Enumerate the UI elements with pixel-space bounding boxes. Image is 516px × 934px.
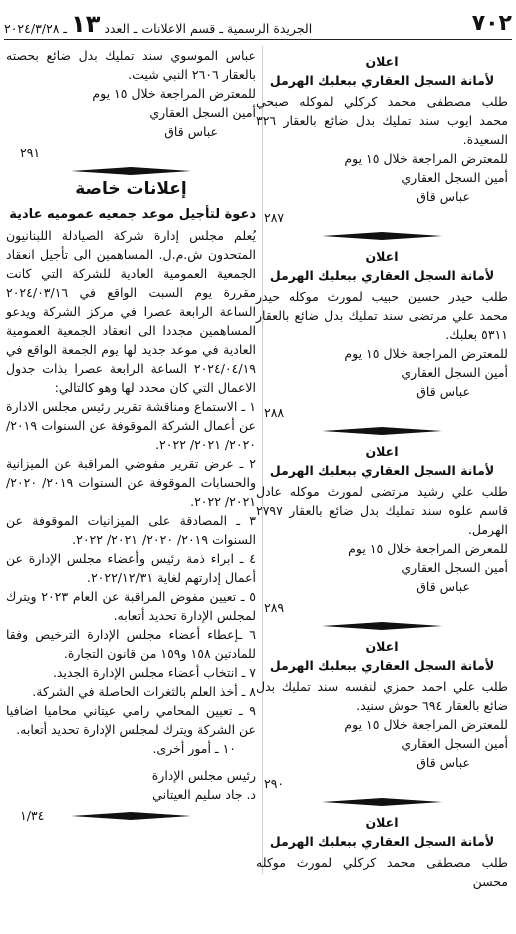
separator-ornament bbox=[322, 426, 442, 436]
signature-title: أمين السجل العقاري bbox=[401, 560, 508, 575]
notice-body: طلب مصطفى محمد كركلي لمورث موكله محسن bbox=[256, 855, 508, 889]
signature-title: رئيس مجلس الإدارة bbox=[151, 768, 256, 783]
notice-body: طلب مصطفى محمد كركلي لموكله صبحي محمد ايوب سند تمليك بدل ضائع بالعقار ٣٢٦ السعيدة. bbox=[256, 94, 508, 147]
notice-title: اعلان bbox=[365, 815, 399, 830]
issue-number: ١٣ bbox=[71, 10, 101, 38]
agenda-item: ٨ ـ أخذ العلم بالثغرات الحاصلة في الشركة. bbox=[32, 684, 256, 699]
notice-body: عباس الموسوي سند تمليك بدل ضائع بحصته بالعقار ٢٦٠٦ النبي شيت. bbox=[6, 48, 256, 82]
signature-title: أمين السجل العقاري bbox=[401, 170, 508, 185]
separator-ornament bbox=[322, 797, 442, 807]
notice-title: اعلان bbox=[365, 54, 399, 69]
meeting-notice bbox=[6, 205, 256, 821]
header-date: ـ ٢٠٢٤/٣/٢٨ bbox=[4, 21, 68, 36]
notice-number: ٢٨٨ bbox=[264, 405, 285, 420]
notice-title: اعلان bbox=[365, 639, 399, 654]
notice-review: للمعترض المراجعة خلال ١٥ يوم bbox=[344, 346, 508, 361]
signature-name: عباس قاق bbox=[416, 579, 470, 594]
notice-subtitle: لأمانة السجل العقاري ببعلبك الهرمل bbox=[269, 268, 495, 283]
page-number: ٧٠٢ bbox=[471, 11, 512, 36]
notice-body: طلب حيدر حسين حبيب لمورث موكله حيدر محمد علي مرتضى سند تمليك بدل ضائع بالعقار ٥٣١١ بعلبك. bbox=[256, 289, 508, 342]
notice-290 bbox=[256, 637, 508, 807]
signature-title: أمين السجل العقاري bbox=[149, 105, 256, 120]
notice-number: ٢٨٧ bbox=[264, 210, 285, 225]
notice-number: ٢٨٩ bbox=[264, 600, 285, 615]
notice-288 bbox=[256, 247, 508, 436]
header-title-group bbox=[4, 12, 312, 36]
notice-title: اعلان bbox=[365, 249, 399, 264]
meeting-intro: يُعلم مجلس إدارة شركة الصيادلة اللبنانيون المتحدون ش.م.ل. المساهمين الى تأجيل انعقاد الجمعية العمومية العادية للشركة التي كانت مقررة يوم السبت الواقع في ٢٠٢٤/٠٣/١٦ الساعة الرابعة عصرا في مركز الشركة ويدعو المساهمين مجددا الى انعقاد الجمعية العمومية العادية في موعد جديد لها يوم الجمعة الواقع في ٢٠٢٤/٠٤/١٩ الساعة الرابعة عصرا بذات جدول الاعمال التي كان محدد لها وهو كالتالي: bbox=[6, 228, 256, 395]
notice-subtitle: لأمانة السجل العقاري ببعلبك الهرمل bbox=[269, 463, 495, 478]
agenda-item: ٤ ـ ابراء ذمة رئيس وأعضاء مجلس الإدارة عن أعمال إدارتهم لغاية ٢٠٢٢/١٢/٣١. bbox=[6, 551, 256, 585]
separator-ornament bbox=[322, 231, 442, 241]
notice-title: اعلان bbox=[365, 444, 399, 459]
notice-subtitle: لأمانة السجل العقاري ببعلبك الهرمل bbox=[269, 834, 495, 849]
separator-ornament bbox=[71, 166, 191, 176]
left-column bbox=[6, 46, 256, 924]
notice-number: ٢٩٠ bbox=[264, 776, 285, 791]
notice-body: طلب علي رشيد مرتضى لمورث موكله عادل قاسم علوه سند تمليك بدل ضائع بالعقار ٢٧٩٧ الهرمل. bbox=[256, 484, 508, 537]
agenda-item: ٩ ـ تعيين المحامي رامي عيتاني محاميا اضافيا عن الشركة ويترك لمجلس الإدارة تحديد أتعابه. bbox=[6, 703, 256, 737]
separator-ornament bbox=[322, 621, 442, 631]
agenda-item: ٢ ـ عرض تقرير مفوضي المراقبة عن الميزانية والحسابات الموقوفة عن السنوات ٢٠١٩/ ٢٠٢٠/ ٢٠٢١/ ٢٠٢٢. bbox=[6, 456, 256, 509]
notice-subtitle: لأمانة السجل العقاري ببعلبك الهرمل bbox=[269, 658, 495, 673]
notice-number: ٢٩١ bbox=[20, 145, 41, 160]
signature-name: عباس قاق bbox=[416, 755, 470, 770]
notice-review: للمعرض المراجعة خلال ١٥ يوم bbox=[348, 541, 508, 556]
page-header bbox=[4, 6, 512, 40]
agenda-list bbox=[6, 397, 256, 758]
separator-ornament bbox=[71, 811, 191, 821]
notice-289 bbox=[256, 442, 508, 631]
signature-name: د. جاد سليم العيتاني bbox=[152, 787, 256, 802]
agenda-item: ١٠ ـ أمور أخرى. bbox=[152, 741, 236, 756]
signature-name: عباس قاق bbox=[416, 384, 470, 399]
notice-review: للمعترض المراجعة خلال ١٥ يوم bbox=[344, 151, 508, 166]
agenda-item: ١ ـ الاستماع ومناقشة تقرير رئيس مجلس الادارة عن أعمال الشركة الموقوفة عن السنوات ٢٠١٩/ ٢٠٢٠/ ٢٠٢١/ ٢٠٢٢. bbox=[6, 399, 256, 452]
notice-number: ١/٣٤ bbox=[20, 808, 45, 823]
agenda-item: ٣ ـ المصادقة على الميزانيات الموقوفة عن السنوات ٢٠١٩/ ٢٠٢٠/ ٢٠٢١/ ٢٠٢٢. bbox=[6, 513, 256, 547]
header-title: الجريدة الرسمية ـ قسم الاعلانات ـ العدد bbox=[104, 21, 313, 36]
agenda-item: ٦ ـإعطاء أعضاء مجلس الإدارة الترخيص وفقا للمادتين ١٥٨ و١٥٩ من قانون التجارة. bbox=[6, 627, 256, 661]
notice-subtitle: لأمانة السجل العقاري ببعلبك الهرمل bbox=[269, 73, 495, 88]
notice-body: طلب علي احمد حمزي لنفسه سند تمليك بدل ضائع بالعقار ٦٩٤ حوش سنيد. bbox=[256, 679, 508, 713]
signature-name: عباس قاق bbox=[416, 189, 470, 204]
agenda-item: ٧ ـ انتخاب أعضاء مجلس الإدارة الجديد. bbox=[52, 665, 256, 680]
meeting-title: دعوة لتأجيل موعد جمعيه عموميه عادية bbox=[9, 207, 256, 222]
signature-title: أمين السجل العقاري bbox=[401, 736, 508, 751]
notice-review: للمعترض المراجعة خلال ١٥ يوم bbox=[92, 86, 256, 101]
agenda-item: ٥ ـ تعيين مفوض المراقبة عن العام ٢٠٢٣ ويترك لمجلس الإدارة تحديد أتعابه. bbox=[6, 589, 256, 623]
signature-title: أمين السجل العقاري bbox=[401, 365, 508, 380]
right-column bbox=[256, 46, 508, 924]
notice-continued bbox=[256, 813, 508, 891]
notice-291 bbox=[6, 46, 256, 176]
section-heading: إعلانات خاصة bbox=[75, 179, 187, 199]
notice-287 bbox=[256, 52, 508, 241]
notice-review: للمعترض المراجعة خلال ١٥ يوم bbox=[344, 717, 508, 732]
signature-name: عباس قاق bbox=[164, 124, 218, 139]
